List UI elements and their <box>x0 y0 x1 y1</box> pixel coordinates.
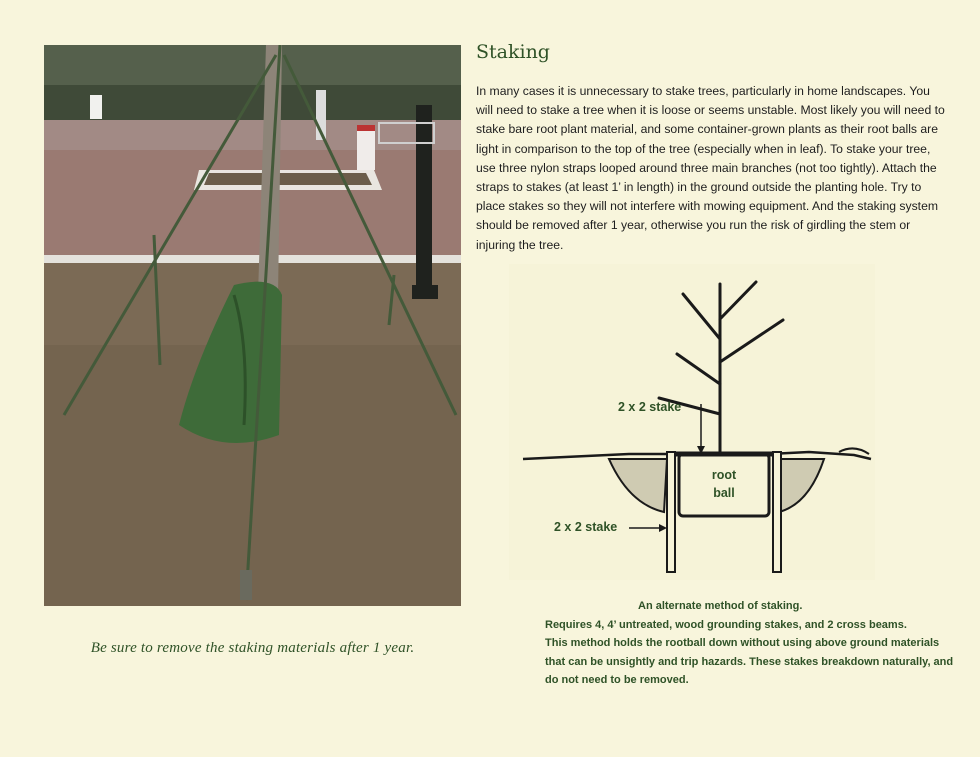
root-ball-label <box>689 468 759 500</box>
side-stake-label: 2 x 2 stake <box>554 520 618 534</box>
note-line-2: Requires 4, 4’ untreated, wood grounding stakes, and 2 cross beams. <box>545 619 907 631</box>
note-line-5: do not need to be removed. <box>545 674 689 686</box>
page-heading: Staking <box>476 41 550 63</box>
staking-diagram <box>509 264 875 580</box>
body-paragraph: In many cases it is unnecessary to stake trees, particularly in home landscapes. You will need to stake a tree when it is loose or seems unstable. Most likely you will need to stake bare root plant material, and some container-grown plants as their root balls are light in comparison to the top of the tree (especially when in leaf). To stake your tree, use three nylon straps looped around three main branches (not too tightly). Attach the straps to stakes (at least 1’ in length) in the ground outside the planting hole. Try to place stakes so they will not interfere with mowing equipment. And the staking system should be removed after 1 year, otherwise you run the risk of girdling the stem or injuring the tree. <box>476 84 945 252</box>
staked-tree-photo <box>44 45 461 606</box>
note-line-1: An alternate method of staking. <box>638 600 803 612</box>
root-ball-label-line1: root <box>711 468 737 482</box>
note-line-4: that can be unsightly and trip hazards. These stakes breakdown naturally, and <box>545 656 954 668</box>
note-line-3: This method holds the rootball down without using above ground materials <box>545 637 940 649</box>
root-ball-label-line2: ball <box>713 486 735 500</box>
top-stake-label: 2 x 2 stake <box>618 400 682 414</box>
photo-caption: Be sure to remove the staking materials after 1 year. <box>90 640 415 656</box>
